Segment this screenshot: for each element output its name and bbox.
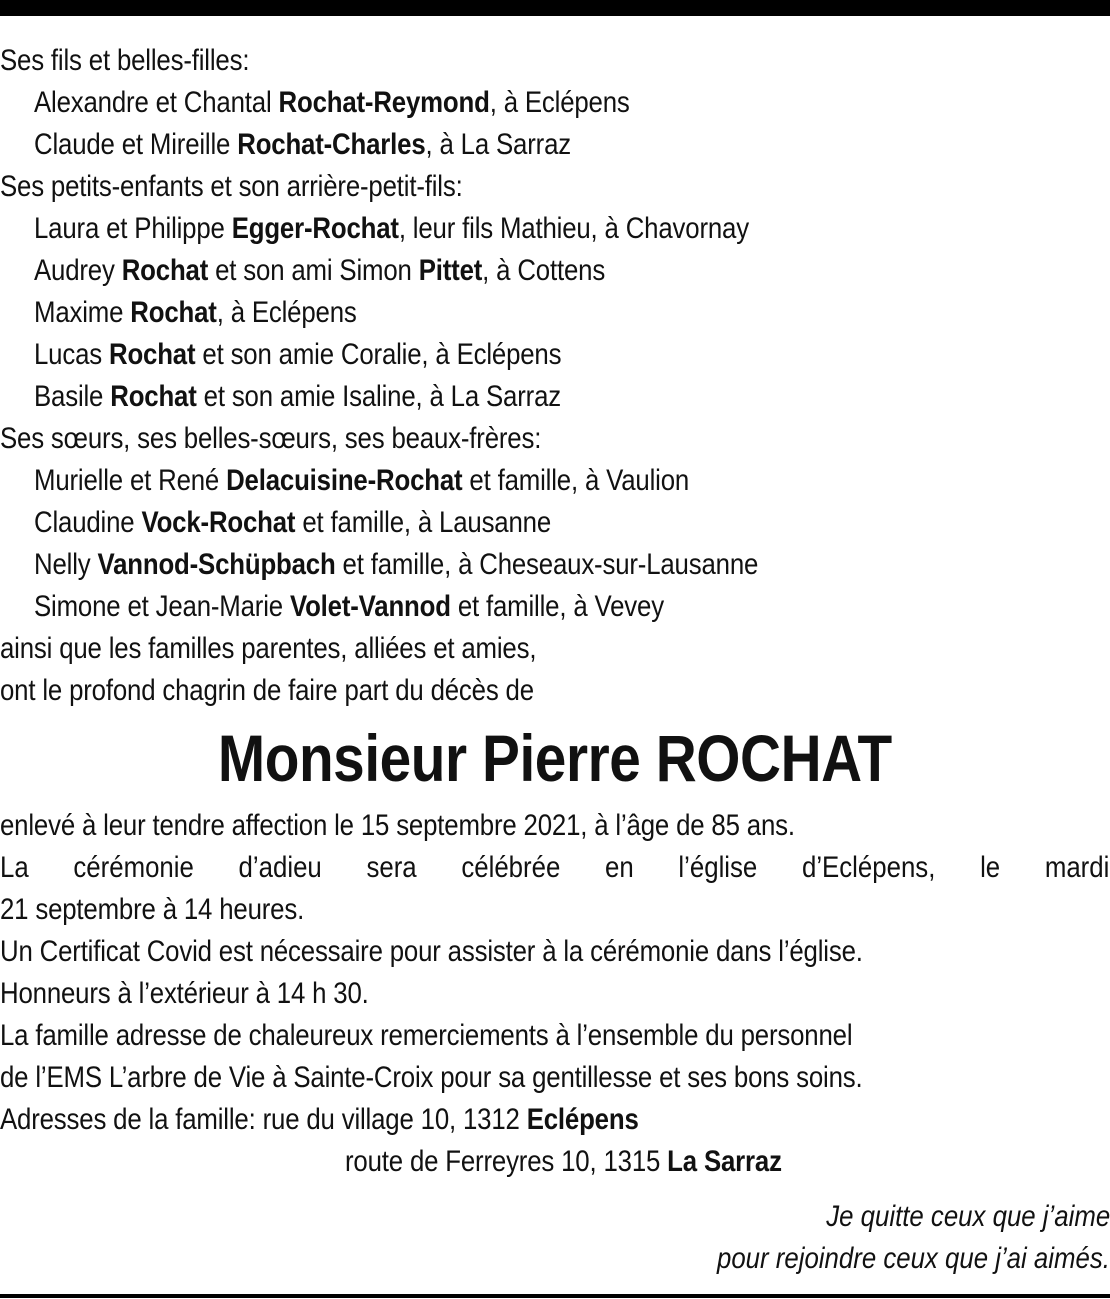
siblings-heading: Ses sœurs, ses belles-sœurs, ses beaux-frères: bbox=[0, 422, 542, 455]
list-item: Lucas Rochat et son amie Coralie, à Eclépens bbox=[34, 338, 562, 371]
list-item: Laura et Philippe Egger-Rochat, leur fils Mathieu, à Chavornay bbox=[34, 212, 749, 245]
list-item: Basile Rochat et son amie Isaline, à La Sarraz bbox=[34, 380, 561, 413]
announcement-line: ont le profond chagrin de faire part du décès de bbox=[0, 674, 534, 707]
address-line bbox=[0, 1099, 639, 1141]
list-item: Audrey Rochat et son ami Simon Pittet, à Cottens bbox=[34, 254, 606, 287]
list-item: Alexandre et Chantal Rochat-Reymond, à Eclépens bbox=[34, 86, 630, 119]
address-text: route de Ferreyres 10, 1315 bbox=[345, 1145, 668, 1178]
address-text: rue du village 10, 1312 bbox=[262, 1103, 527, 1136]
covid-line: Un Certificat Covid est nécessaire pour assister à la cérémonie dans l’église. bbox=[0, 935, 863, 968]
list-item: Simone et Jean-Marie Volet-Vannod et famille, à Vevey bbox=[34, 590, 664, 623]
list-item: Claudine Vock-Rochat et famille, à Lausanne bbox=[34, 506, 552, 539]
address-town: Eclépens bbox=[526, 1103, 639, 1136]
ceremony-word: l’église bbox=[678, 851, 758, 884]
top-rule bbox=[0, 0, 1110, 16]
address-line bbox=[345, 1141, 782, 1183]
ceremony-words bbox=[0, 847, 1109, 889]
ceremony-word: mardi bbox=[1044, 851, 1110, 884]
ceremony-line bbox=[0, 847, 1109, 889]
list-item: Claude et Mireille Rochat-Charles, à La Sarraz bbox=[34, 128, 571, 161]
ceremony-word: le bbox=[980, 851, 1001, 884]
ceremony-word: célébrée bbox=[461, 851, 561, 884]
ceremony-word: d’Eclépens, bbox=[801, 851, 936, 884]
ceremony-word: La bbox=[0, 851, 29, 884]
families-line: ainsi que les familles parentes, alliées et amies, bbox=[0, 632, 537, 665]
address-town: La Sarraz bbox=[667, 1145, 782, 1178]
thanks-line: La famille adresse de chaleureux remerciements à l’ensemble du personnel bbox=[0, 1019, 853, 1052]
passing-line: enlevé à leur tendre affection le 15 septembre 2021, à l’âge de 85 ans. bbox=[0, 809, 795, 842]
list-item: Maxime Rochat, à Eclépens bbox=[34, 296, 357, 329]
quote-line: pour rejoindre ceux que j’ai aimés. bbox=[717, 1242, 1110, 1275]
ceremony-word: cérémonie bbox=[73, 851, 194, 884]
deceased-name: Monsieur Pierre ROCHAT bbox=[218, 721, 892, 795]
ceremony-word: sera bbox=[366, 851, 417, 884]
honours-line: Honneurs à l’extérieur à 14 h 30. bbox=[0, 977, 369, 1010]
grandchildren-heading: Ses petits-enfants et son arrière-petit-fils: bbox=[0, 170, 463, 203]
list-item: Nelly Vannod-Schüpbach et famille, à Cheseaux-sur-Lausanne bbox=[34, 548, 759, 581]
quote-line: Je quitte ceux que j’aime bbox=[826, 1200, 1110, 1233]
list-item: Murielle et René Delacuisine-Rochat et famille, à Vaulion bbox=[34, 464, 690, 497]
ceremony-word: d’adieu bbox=[238, 851, 322, 884]
bottom-rule bbox=[0, 1294, 1110, 1298]
ceremony-date-line: 21 septembre à 14 heures. bbox=[0, 893, 305, 926]
thanks-line: de l’EMS L’arbre de Vie à Sainte-Croix pour sa gentillesse et ses bons soins. bbox=[0, 1061, 863, 1094]
address-label: Adresses de la famille: bbox=[0, 1103, 263, 1136]
ceremony-word: en bbox=[605, 851, 634, 884]
sons-heading: Ses fils et belles-filles: bbox=[0, 44, 250, 77]
